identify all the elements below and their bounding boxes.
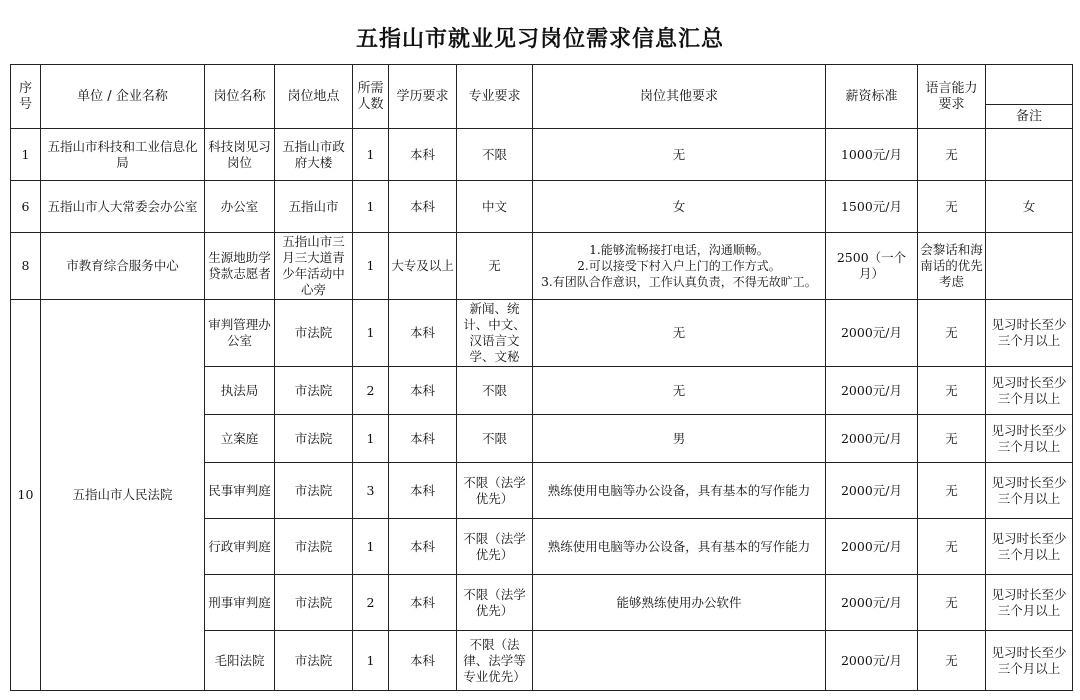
header-unit: 单位 / 企业名称 [41,65,205,129]
cell-location: 市法院 [275,631,353,691]
cell-position: 立案庭 [205,415,275,463]
cell-education: 本科 [389,129,457,181]
cell-position: 科技岗见习岗位 [205,129,275,181]
cell-salary: 2000元/月 [826,631,918,691]
cell-other: 女 [533,181,826,233]
cell-salary: 1500元/月 [826,181,918,233]
cell-language: 无 [918,463,986,519]
cell-major: 不限（法学优先） [457,463,533,519]
cell-seq: 1 [11,129,41,181]
cell-salary: 1000元/月 [826,129,918,181]
cell-other [533,631,826,691]
cell-seq: 10 [11,300,41,691]
cell-location: 五指山市三月三大道青少年活动中心旁 [275,233,353,300]
cell-remark: 见习时长至少三个月以上 [986,415,1073,463]
cell-other: 无 [533,300,826,367]
cell-count: 1 [353,415,389,463]
cell-salary: 2000元/月 [826,519,918,575]
cell-unit: 五指山市人民法院 [41,300,205,691]
cell-remark: 见习时长至少三个月以上 [986,519,1073,575]
header-position: 岗位名称 [205,65,275,129]
cell-count: 1 [353,233,389,300]
cell-language: 无 [918,300,986,367]
cell-remark: 女 [986,181,1073,233]
requirement-line: 3.有团队合作意识，工作认真负责，不得无故旷工。 [541,275,817,289]
page-title: 五指山市就业见习岗位需求信息汇总 [355,26,724,52]
cell-position: 办公室 [205,181,275,233]
cell-language: 无 [918,367,986,415]
cell-major: 新闻、统计、中文、汉语言文学、文秘 [457,300,533,367]
cell-count: 2 [353,575,389,631]
cell-salary: 2000元/月 [826,300,918,367]
header-other: 岗位其他要求 [533,65,826,129]
cell-location: 市法院 [275,300,353,367]
cell-education: 本科 [389,463,457,519]
cell-major: 无 [457,233,533,300]
cell-seq: 6 [11,181,41,233]
cell-position: 民事审判庭 [205,463,275,519]
cell-position: 审判管理办公室 [205,300,275,367]
header-major: 专业要求 [457,65,533,129]
header-education: 学历要求 [389,65,457,129]
cell-salary: 2500（一个月） [826,233,918,300]
cell-major: 不限（法律、法学等专业优先） [457,631,533,691]
cell-location: 市法院 [275,463,353,519]
cell-major: 不限（法学优先） [457,519,533,575]
header-salary: 薪资标准 [826,65,918,129]
cell-location: 市法院 [275,415,353,463]
cell-other: 能够熟练使用办公软件 [533,575,826,631]
cell-language: 无 [918,129,986,181]
header-seq: 序号 [11,65,41,129]
cell-remark: 见习时长至少三个月以上 [986,300,1073,367]
cell-count: 3 [353,463,389,519]
cell-count: 1 [353,631,389,691]
cell-language: 会黎话和海南话的优先考虑 [918,233,986,300]
header-blank [986,65,1073,105]
cell-salary: 2000元/月 [826,575,918,631]
cell-language: 无 [918,575,986,631]
cell-salary: 2000元/月 [826,367,918,415]
cell-remark: 见习时长至少三个月以上 [986,463,1073,519]
table-row [11,181,1073,233]
cell-remark [986,129,1073,181]
cell-education: 本科 [389,300,457,367]
cell-language: 无 [918,519,986,575]
table-row [11,300,1073,367]
cell-salary: 2000元/月 [826,463,918,519]
cell-major: 不限 [457,415,533,463]
cell-education: 本科 [389,631,457,691]
cell-education: 本科 [389,181,457,233]
table-row [11,233,1073,300]
cell-major: 不限（法学优先） [457,575,533,631]
cell-count: 2 [353,367,389,415]
cell-education: 本科 [389,575,457,631]
requirement-line: 2.可以接受下村入户上门的工作方式。 [577,259,781,273]
cell-location: 市法院 [275,519,353,575]
header-row [11,65,1073,105]
table-row [11,129,1073,181]
cell-language: 无 [918,181,986,233]
cell-other-list [533,233,826,300]
cell-remark [986,233,1073,300]
cell-count: 1 [353,519,389,575]
cell-salary: 2000元/月 [826,415,918,463]
cell-other: 无 [533,367,826,415]
cell-remark: 见习时长至少三个月以上 [986,367,1073,415]
cell-position: 生源地助学贷款志愿者 [205,233,275,300]
cell-location: 五指山市 [275,181,353,233]
cell-major: 不限 [457,129,533,181]
cell-location: 市法院 [275,575,353,631]
cell-unit: 五指山市人大常委会办公室 [41,181,205,233]
cell-unit: 五指山市科技和工业信息化局 [41,129,205,181]
cell-position: 执法局 [205,367,275,415]
cell-education: 本科 [389,519,457,575]
job-table [10,64,1073,691]
cell-position: 行政审判庭 [205,519,275,575]
cell-other: 熟练使用电脑等办公设备，具有基本的写作能力 [533,519,826,575]
cell-remark: 见习时长至少三个月以上 [986,575,1073,631]
cell-location: 市法院 [275,367,353,415]
cell-other: 熟练使用电脑等办公设备，具有基本的写作能力 [533,463,826,519]
cell-location: 五指山市政府大楼 [275,129,353,181]
cell-remark: 见习时长至少三个月以上 [986,631,1073,691]
requirement-line: 1.能够流畅接打电话，沟通顺畅。 [589,243,769,257]
cell-seq: 8 [11,233,41,300]
cell-count: 1 [353,181,389,233]
cell-other: 无 [533,129,826,181]
cell-education: 本科 [389,415,457,463]
cell-language: 无 [918,631,986,691]
header-location: 岗位地点 [275,65,353,129]
cell-unit: 市教育综合服务中心 [41,233,205,300]
cell-count: 1 [353,129,389,181]
cell-position: 刑事审判庭 [205,575,275,631]
header-count: 所需人数 [353,65,389,129]
cell-count: 1 [353,300,389,367]
cell-language: 无 [918,415,986,463]
cell-position: 毛阳法院 [205,631,275,691]
cell-major: 中文 [457,181,533,233]
cell-education: 大专及以上 [389,233,457,300]
header-remark: 备注 [986,105,1073,129]
header-language: 语言能力要求 [918,65,986,129]
cell-other: 男 [533,415,826,463]
cell-education: 本科 [389,367,457,415]
cell-major: 不限 [457,367,533,415]
